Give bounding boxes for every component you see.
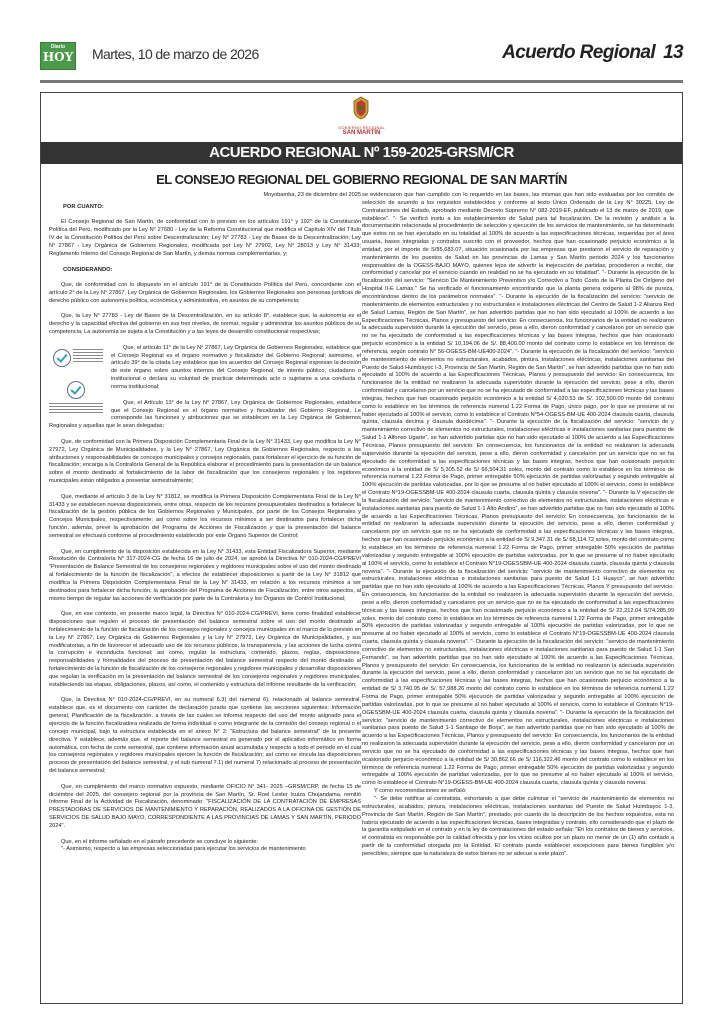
paragraph: Que, en ese contexto, en presente marco legal, la Directiva N° 010-2024-CG/PREVI, tiene como finalidad establecer disposiciones que regulen el proceso de presentación del balance semestral sobre el uso del monto destinado al fortalecimiento de la función de fiscalización de los consejos regionales y concejos municipales en el marco de lo previsto en la Ley N° 27867, Ley Orgánica de Gobiernos Regionales y la Ley N° 27972, Ley Orgánica de Municipalidades, y sus modificatorias, a fin de favorecer el adecuado uso de los recursos públicos, la transparencia, y las acciones de lucha contra la corrupción e inconducta funcional; así como, regular la estructura, contenido, plazos, reglas, disposiciones, responsabilidades y formalidades del proceso de presentación del balance semestral respecto del monto destinado al fortalecimiento de la función de fiscalización de los consejeros regionales y regidores municipales y desarrollar disposiciones que regulan la verificación en la presentación del balance semestral de los consejeros regionales y regidores municipales, estableciendo las etapas, obligaciones, plazos, así como, el contenido y estructura del informe resultante de la verificación; bbox=[49, 611, 361, 688]
section-header bbox=[502, 42, 683, 64]
paragraph: Que, la Directiva N° 010-2024-CG/PREVI, en su numeral 6.3) del numeral 6), relacionado al balance semestral, establece que, es el documento con carácter de declaración jurada que contiene las secciones siguientes: Información general, Planificación de la fiscalización, a través de las cuales se informa respecto del uso del monto asignado para el ejercicio de la función fiscalizadora realizada de forma individual o como integrante de la comisión del consejo regional o el concejo municipal, bajo la estructura establecida en el anexo N° 2: "Estructura del balance semestral" de la presente directiva. Y establece, además que, el reporte del balance semestral es generado por el aplicativo informático en forma automática, con fecha de corte semestral, que contiene información anual acumulada y respecto a todo el periodo en el cual los consejeros regionales y regidores municipales ejercen la función de fiscalización; así como se vincula las disposiciones proceso de presentación del balance semestral, y el sub numeral 7.1) del numeral 7) relacionado al proceso de presentación del balance semestral; bbox=[49, 697, 361, 775]
paragraph: "- Asimismo, respecto a las empresas seleccionadas para ejecutar los servicios de mantenimiento bbox=[61, 846, 306, 853]
paragraph: Que, de conformidad con lo dispuesto en el artículo 191° de la Constitución Política del Perú, concordante con el artículo 2° de la Ley N° 27867, Ley Orgánica de Gobiernos Regionales, los Gobiernos Regionales son personas jurídicas de derecho público con autonomía política, económica y administrativa, en asuntos de su competencia; bbox=[49, 282, 361, 304]
paragraph: "- Se debe notificar al contratista, exhortando a que debe culminar el "servicio de mantenimiento de elementos no estructurales, acabados, pintura, instalaciones eléctricas, instalaciones sanitarias del Puesto de Salud Huimbayoc 1-3, Provincia de San Martín, Región de San Martín", prestado, por cuanto de la descripción de los hechos expuestos, esta no habría ejecutado de acuerdo a las especificaciones técnicas, bases integradas y contrato, ello considerando que el plazo de la garantía estipulado en el contrato y en la ley de contrataciones del estado señala: "En los contratos de bienes y servicios, el contratista es responsable por la calidad ofrecida y por los vicios ocultos por un plazo no menor de un (1) año contado a partir de la conformidad otorgada por la Entidad. El contrato puede establecer excepciones para bienes fungibles y/o perecibles, siempre que la naturaleza de estos bienes no se adecue a este plazo". bbox=[362, 795, 674, 857]
paragraph: Que, el Artículo 13° de la Ley N° 27867, Ley Orgánica de Gobiernos Regionales, establece que el Consejo Regional es el órgano normativo y fiscalizador del Gobierno Regional. Le corresponde las funciones y atribuciones que se establecen en la Ley Orgánica de Gobiernos Regionales y aquellas que le sean delegadas; bbox=[49, 399, 361, 430]
paragraph: Que, en cumplimiento del marco normativo expuesto, mediante OFICIO N° 341- 2025 –GRSM/CRP, de fecha 15 de diciembre del 2025, del consejero regional por la provincia de San Martín, Sr. Roel Lester Isuiza Chujandama, remitió Informe Final de la Actividad de Fiscalización, denominado: "FISCALIZACIÓN DE LA CONTRATACIÓN DE EMPRESAS PRESTADORAS DE SERVICIOS DE MANTENIMIENTO Y REPARACIÓN, REALIZADOS A LA OFICINA DE GESTIÓN DE SERVICIOS DE SALUD BAJO MAYO, CORRESPONDIENTE A LAS PROVINCIAS DE LAMAS Y SAN MARTÍN, PERIODO 2024". bbox=[49, 783, 361, 829]
digital-signature-stamps bbox=[47, 345, 105, 423]
seal-line-1: GOBIERNO REGIONAL bbox=[338, 125, 385, 130]
check-badge-icon bbox=[67, 381, 85, 399]
paragraph: Que, en el informe señalado en el párrafo precedente se concluye lo siguiente: bbox=[61, 838, 258, 845]
document-subtitle: EL CONSEJO REGIONAL DEL GOBIERNO REGIONAL DE SAN MARTÍN bbox=[156, 172, 567, 187]
paragraph: Que, la Ley N° 27783 - Ley de Bases de la Descentralización, en su artículo 8°, establece que, la autonomía es el derecho y la capacidad efectiva del gobierno en sus tres niveles, de normar, regular y administrar los asuntos públicos de su competencia; La autonomía se sujeta a la Constitución y a las leyes de desarrollo constitucional respectivas; bbox=[49, 313, 361, 336]
logo-big-text: HOY bbox=[42, 50, 74, 64]
logo-small-text: Diario bbox=[50, 44, 66, 50]
paragraph: Que, en cumplimiento de la disposición establecida en la Ley N° 31433, esta Entidad Fiscalizadora Superior, mediante Resolución de Contraloría N° 317-2024-CG de fecha 16 de julio de 2024, se aprobó la Directiva N° 010-2024-CG/PREVI "Presentación de Balance Semestral de los consejeros regionales y regidores municipales sobre el uso del monto destinado al fortalecimiento de la función de fiscalización", a efectos de establecer disposiciones a partir de la Ley N° 31812 que modifica la Primera Disposición Complementaria Final de la Ley N° 31433, en relación a los recursos mínimos a ser destinados para fortalecer dicha función, la aprobación del Programa de Acciones de Fiscalización, entre otros aspectos, al mismo tiempo de regular las acciones de verificación por parte de la Contraloría y los Órganos de Control Institucional; bbox=[49, 548, 361, 602]
signature-stamp bbox=[47, 345, 105, 381]
paragraph: Que, mediante el artículo 3 de la Ley N° 31812, se modifica la Primera Disposición Complementaria Final de la Ley N° 31433 y se establecen nuevas disposiciones, entre otras, respecto de los recursos presupuestales destinados a fortalecer la fiscalización de la gestión pública de los Gobiernos Regionales y Municipales, por parte de los Consejos Regionales y Concejos Municipales, respectivamente; así como sobre los recursos mínimos a ser destinados para fortalecer dicha función, además, prevé la aprobación del Programa de Acciones de Fiscalización y que la presentación del balance semestral se efectuará conforme al procedimiento establecido por este Órgano Superior de Control; bbox=[49, 493, 361, 539]
signature-details bbox=[49, 403, 103, 415]
signature-stamp bbox=[47, 381, 105, 417]
paragraph: Que, de conformidad con la Primera Disposición Complementaria Final de la Ley N° 31433, Ley que modifica la Ley N° 27972, Ley Orgánica de Municipalidades, y la Ley N° 27867, Ley Orgánica de Gobiernos Regionales, respecto a las atribuciones y responsabilidades de concejos municipales y consejos regionales, para fortalecer el ejercicio de su función de fiscalización; encarga a la Contraloría General de la República elaborar el procedimiento para la presentación de un balance sobre el monto destinado al fortalecimiento de la labor de fiscalización que los consejeros regionales y los regidores municipales están obligados a presentar semestralmente; bbox=[49, 438, 361, 485]
right-column bbox=[362, 192, 674, 859]
document-title: ACUERDO REGIONAL Nº 159-2025-GRSM/CR bbox=[41, 142, 682, 164]
recommendations-heading: Y como recomendaciones se señaló: bbox=[374, 788, 467, 795]
signature-details bbox=[73, 349, 103, 364]
paragraph: se evidenciaron que han cumplido con lo requerido en las bases, las mismas que han sido evaluadas por los comités de selección de acuerdo a los requisitos establecidos y conforme al texto Único Ordenado de la Ley N° 30225, Ley de Contrataciones del Estado, aprobado mediante Decreto Supremo N° 082-2019-EF, publicado el 13 de marzo de 2019, que establece". "- Se verificó insitu a los establecimientos de Salud para tal fiscalización. De la revisión y análisis a la documentación relacionada al procedimiento de selección y ejecución de los servicios de mantenimiento, se ha determinado que estos no se han ejecutado en su totalidad al 100% de acuerdo a las especificaciones técnicas, requeridas por el área usuaria, bases integradas y contratos suscrito con el proveedor, hechos que han ocasionado perjuicio económico a la entidad, por el importe de S/85,683.07, situación ocasionada por las empresas que prestaron el servicio de reparación y mantenimiento de los puestos de Salud en las provincias de Lamas y San Martín periodo 2024 y los funcionarios responsables de la OGESS-BAJO MAYO, quienes lejos de advertir la inejecución de partidas, procedieron a recibir, dar conformidad y cancelar por el servicio cuando en realidad no se ha ejecutado en su totalidad". "- Durante la ejecución de la fiscalización del servicio: "Servicio De Mantenimiento Preventivo y/o Correctivo a Todo Costo de la Planta De Oxígeno del Hospital II-E Lamas." Se ha verificado el funcionamiento encontrando que la planta genera oxígeno al 98% de pureza, encontrándose dentro de los parámetros normales". "- Durante la ejecución de la fiscalización del servicio: "servicio de mantenimiento de elementos estructurales y no estructurales e instalaciones eléctricas del Centro de Salud 1-2 Alianza Red de Salud Lamas, Región de San Martín", se han advertido partidas que no han sido ejecutado al 100% de acuerdo a las Especificaciones Técnicas, Planos y presupuesto del servicio: En consecuencia, los funcionarios de la entidad no realizaron la adecuada supervisión durante la ejecución del servicio, pese a ello, dieron conformidad y cancelaron por un servicio que no se ha ejecutado de conformidad a las especificaciones técnicas y las bases integras, hechos que han ocasionado perjuicio económico a la entidad S/ 10,194.06 de S/. 88,400.00 monto del contrato como lo establece en los términos de referencia, según contrato N° 56-OGESS-BM-UE400-2024". "- Durante la ejecución de la fiscalización del servicio: "servicio de mantenimiento de elementos no estructurales, acabados, pintura, instalaciones eléctricas, instalaciones sanitarias del Puesto de Salud Huimbayoc I-3, Provincia de San Martín, Región de San Martín", se han advertido partidas que no han sido ejecutado al 100% de acuerdo a las Especificaciones Técnicas, Planos y presupuesto del servicio: En consecuencia, los funcionarios de la entidad no realizaron la adecuada supervisión durante la ejecución del servicio, pese a ello, dieron conformidad y cancelaron por un servicio que no se ha ejecutado de conformidad a las especificaciones técnicas y las bases integras, hechos que han ocasionado perjuicio económico a la entidad S/ 4,020.53 de S/. 102,500.00 monto del contrato como lo establece en los términos de referencia numeral 1.22 Forma de Pago, único pago, por lo que se presume al no haber ejecutado al 100% el servicio, como lo establece el Contrato N°54-OGESS-BM-UE 400-2024 clausula cuarta, clausula quinta, clausula decima y clausula duodécima". "- Durante la ejecución de la fiscalización del servicio: "servicio de y mantenimiento correctivo de elementos no estructurales, instalaciones eléctricas e instalaciones sanitarias para puestos de Salud 1-1 Alfonso Ugarte", se han advertido partidas que no han sido ejecutado al 100% de acuerdo a las Especificaciones Técnicas, Planos presupuesto del servicio: En consecuencia, los funcionarios de la entidad no realizaron la adecuada supervisión durante la ejecución del servicio, pese a ello, dieron conformidad y cancelaron por un servicio que no se ha ejecutado de conformidad a las especificaciones técnicas y las bases integras, hechos que han ocasionado perjuicio económico a la entidad de S/ 5,305.52 de S/ 66,504.31 soles, monto del contrato como lo establece en los términos de referencia numeral 1.22 Forma de Pago, primer entregable 50% ejecución de partidas valorizadas y segundo entregable al 100% ejecución de partidas valorizadas, por lo que se presume al no haber ejecutado al 100% el servicio, como lo establece el Contrato N°19-OGESSBM-UE 400-2024 clausula cuarta, clausula quinta y clausula novena". "- Durante la V ejecución de la fiscalización del servicio: "servicio de mantenimiento correctivo de elementos no estructurales, instalaciones eléctricas e instalaciones sanitarias para puesto de Salud 1-1 Alto Andino", se han advertido partidas que no han sido ejecutado al 100% de acuerdo a las Especificaciones Técnicas, Planos presupuesto del servicio: En consecuencia, los funcionarios de la entidad no realizaron la adecuada supervisión durante la ejecución del servicio, pese a ello, dieron conformidad y cancelaron por un servicio que no se ha ejecutado de conformidad a las especificaciones técnicas y las bases integras, hechos que han ocasionado perjuicio económico a la entidad de S/ 9,347.31 de S/ 68,114.72 soles, monto del contrato como lo establece en los términos de referencia numeral 1.22 Forma de Pago, primer entregable 50% ejecución de partidas valorizadas y segundo entregable al 100% ejecución de partidas valorizadas, por lo que se presume al no haber ejecutado al 100% el servicio, como lo establece el Contrato N°19-OGESSBM-UE 400-2024 clausula cuarta, clausula quinta y clausula novena". "- Durante la ejecución de la fiscalización del servicio: "servicio de mantenimiento correctivo de elementos no estructurales, instalaciones eléctricas e instalaciones sanitarias para puesto de Salud 1-1 Huayco", se han advertido partidas que no han sido ejecutado al 100% de acuerdo a las Especificaciones Técnicas, Planos Y presupuesto del servicio: En consecuencia, los funcionarios de la entidad no realizaron la adecuada supervisión durante la ejecución del servicio, pese a ello, dieron conformidad y cancelaron por un servicio que no se ha ejecutado de conformidad a las especificaciones técnicas y las bases integras, hechos que han ocasionado perjuicio económico a la entidad de S/ 22,212.04 S/74,285.99 soles, monto del contrato como lo establece en los términos de referencia numeral 1.22 Forma de Pago, primer entregable 50% ejecución de partidas valorizadas y segundo entregable al 100% ejecución de partidas valorizadas, por lo que se presume al no haber ejecutado al 100% el servicio, como lo establece el Contrato N°19-OGESSBM-UE 400-2024 clausula cuarta, clausula quinta y clausula novena". "- Durante la ejecución de la fiscalización del servicio: "servicio de mantenimiento correctivo de elementos no estructurales, instalaciones eléctricas e instalaciones sanitarias para puesto de Salud 1-1 San Fernando", se han advertido partidas que no han sido ejecutado al 100% de acuerdo a las Especificaciones Técnicas, Planos y presupuesto del servicio: En consecuencia, los funcionarios de la entidad no realizaron la adecuada supervisión durante la ejecución del servicio, pese a ello, dieron conformidad y cancelaron por un servicio que no se ha ejecutado de conformidad a las especificaciones técnicas y las bases integras, hechos que han ocasionado perjuicio económico a la entidad de S/ 3,740.95 de S/. 57,988.26 monto del contrato como lo establece en los términos de referencia numeral 1.22 Forma de Pago, primer entregable 50% ejecución de partidas valorizadas y segundo entregable al 100% ejecución de partidas valorizadas, por lo que se presume al no haber ejecutado al 100% el servicio, como lo establece el Contrato N°19-OGESSBM-UE 400-2024 clausula cuarta, clausula quinta y clausula novena". "- Durante la ejecución de la fiscalización del servicio: "servicio de mantenimiento correctivo de elementos no estructurales, instalaciones eléctricas e instalaciones sanitarias para puesto de Salud 1-1 Santiago de Borja", se han advertido partidas que no han sido ejecutado al 100% de acuerdo a las Especificaciones Técnicas, Planos y presupuesto del servicio: En consecuencia, los funcionarios de la entidad no realizaron la adecuada supervisión durante la ejecución del servicio, pese a ello, dieron conformidad y cancelaron por un servicio que no se ha ejecutado de conformidad a las especificaciones técnicas y las bases integras, hechos que han ocasionado perjuicio económico a la entidad de S/ 30,862.66 de S/ 116,322.46 monto del contrato como lo establece en los términos de referencia numeral 1.22 Forma de Pago, primer entregable 50% ejecución de partidas valorizadas y segundo entregable al 100% ejecución de partidas valorizadas, por lo que se presume al no haber ejecutado al 100% el servicio, como lo establece el Contrato N°19-OGESS-BM-UE 400-2024 clausula cuarta, clausula quinta y clausula novena. bbox=[362, 192, 674, 787]
paragraph: El Consejo Regional de San Martín, de conformidad con lo previsto en los artículos 191° y 192° de la Constitución Política del Perú, modificado por la Ley N° 27680 - Ley de la Reforma Constitucional que modifica el Capítulo XIV del Título IV de la Constitución Política del Perú sobre Descentralización; Ley N° 27783 - Ley de Bases de la Descentralización; Ley N° 27867 - Ley Orgánica de Gobiernos Regionales, modificada por Ley N° 27902, Ley N° 28013 y Ley N° 31433; Reglamento Interno del Consejo Regional de San Martín, y demás normas complementarias, y; bbox=[49, 219, 361, 257]
paragraph: Que, el artículo 11° de la Ley N° 27867, Ley Orgánica de Gobiernos Regionales, establece que el Consejo Regional es el órgano normativo y fiscalizador del Gobierno Regional; asimismo, el artículo 39° de la citada Ley establece que los acuerdos del Consejo Regional expresan la decisión de este órgano sobre asuntos internos del Consejo Regional, de interés público, ciudadano o institucional o declara su voluntad de practicar determinado acto o sujetarse a una conducta o norma institucional; bbox=[111, 344, 361, 391]
document-box bbox=[40, 92, 683, 1004]
header-divider bbox=[40, 80, 683, 83]
check-badge-icon bbox=[53, 349, 71, 367]
heading-por-cuanto: POR CUANTO: bbox=[63, 203, 104, 210]
place-date: Moyobamba, 23 de diciembre del 2025 bbox=[263, 192, 361, 198]
diario-hoy-logo bbox=[40, 42, 76, 70]
page-number: 13 bbox=[663, 42, 683, 63]
section-title: Acuerdo Regional bbox=[502, 42, 656, 63]
heading-considerando: CONSIDERANDO: bbox=[63, 266, 113, 273]
seal-line-2: SAN MARTÍN bbox=[342, 130, 381, 136]
left-column bbox=[49, 192, 361, 854]
regional-crest-icon bbox=[352, 96, 370, 120]
publication-date: Martes, 10 de marzo de 2026 bbox=[92, 46, 259, 62]
